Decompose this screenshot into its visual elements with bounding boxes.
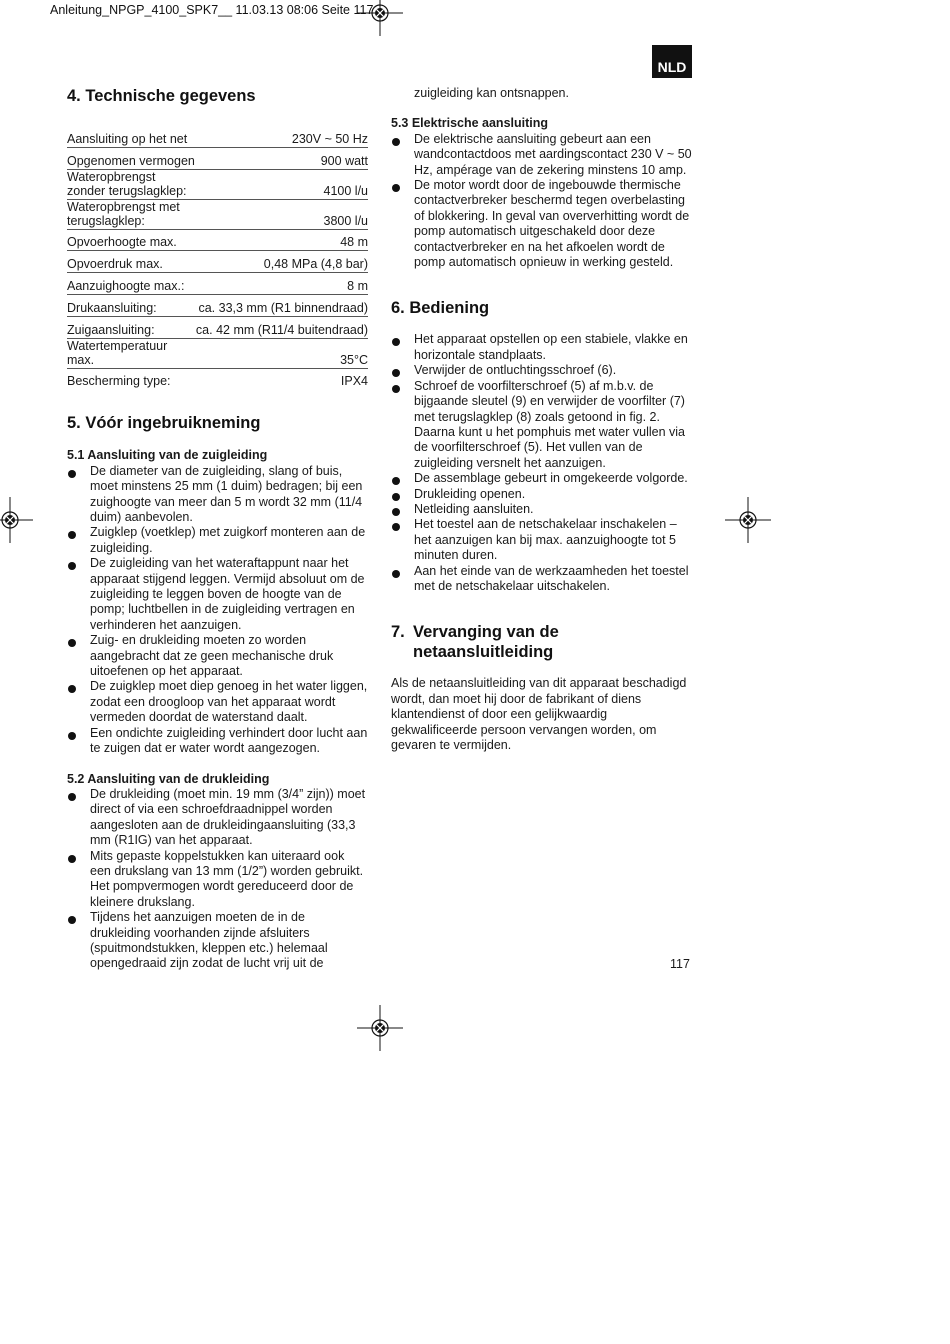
table-row <box>67 229 368 251</box>
table-row <box>67 338 368 368</box>
registration-mark-icon <box>0 497 33 543</box>
table-row <box>67 199 368 229</box>
list-item: De zuigleiding van het wateraftappunt naar het apparaat stijgend leggen. Vermijd absoluut om de zuigleiding te leggen boven de hoogte van de pomp; luchtbellen in de zuigleiding vertragen en verhinderen het aanzuigen. <box>67 556 368 633</box>
spec-value: 0,48 MPa (4,8 bar) <box>263 257 368 272</box>
registration-mark-icon <box>725 497 771 543</box>
spec-value: IPX4 <box>340 374 368 389</box>
table-row <box>67 169 368 199</box>
spec-value: ca. 33,3 mm (R1 binnendraad) <box>198 300 368 315</box>
table-row <box>67 251 368 273</box>
left-column <box>67 86 368 972</box>
technical-data-table <box>67 126 368 389</box>
print-file-header: Anleitung_NPGP_4100_SPK7__ 11.03.13 08:06 Seite 117 <box>50 3 374 17</box>
spec-label: Drukaansluiting: <box>67 300 157 315</box>
spec-value: 35°C <box>340 352 368 367</box>
list-item: Drukleiding openen. <box>391 487 693 502</box>
spec-label: Aansluiting op het net <box>67 131 188 146</box>
section-7-title-line-1: Vervanging van de <box>413 623 559 642</box>
operation-list <box>391 332 693 594</box>
table-row <box>67 273 368 295</box>
list-item: Aan het einde van de werkzaamheden het toestel met de netschakelaar uitschakelen. <box>391 564 693 595</box>
list-item: Netleiding aansluiten. <box>391 502 693 517</box>
list-item: Het apparaat opstellen op een stabiele, vlakke en horizontale standplaats. <box>391 332 693 363</box>
spec-value: ca. 42 mm (R11/4 buitendraad) <box>195 322 368 337</box>
table-row <box>67 368 368 389</box>
table-row <box>67 147 368 169</box>
suction-line-list <box>67 464 368 757</box>
spec-label: Watertemperatuur max. <box>67 338 168 367</box>
spec-label: Opvoerhoogte max. <box>67 235 177 250</box>
subsection-5-1-heading: 5.1 Aansluiting van de zuigleiding <box>67 448 268 463</box>
spec-label: Opgenomen vermogen <box>67 153 195 168</box>
list-item: De assemblage gebeurt in omgekeerde volgorde. <box>391 471 693 486</box>
spec-value: 48 m <box>340 235 368 250</box>
list-item: Mits gepaste koppelstukken kan uiteraard ook een drukslang van 13 mm (1/2”) worden gebruikt. Het pompvermogen wordt gereduceerd door de kleinere drukslang. <box>67 849 368 911</box>
section-7-number: 7. <box>391 623 405 642</box>
list-item: De elektrische aansluiting gebeurt aan een wandcontactdoos met aardingscontact 230 V ~ 50 Hz, ampérage van de zekering minstens 10 amp. <box>391 132 693 178</box>
section-7-paragraph: Als de netaansluitleiding van dit apparaat beschadigd wordt, dan moet hij door de fabrikant of diens klantendienst of door een gelijkwaardig gekwalificeerde persoon vervangen worden, om gevaren te vermijden. <box>391 676 687 752</box>
registration-mark-icon <box>357 0 403 36</box>
right-column <box>391 86 693 753</box>
section-4-heading: 4. Technische gegevens <box>67 87 256 105</box>
page-number: 117 <box>670 957 690 971</box>
subsection-5-3-heading: 5.3 Elektrische aansluiting <box>391 116 549 131</box>
spec-label: Opvoerdruk max. <box>67 257 163 272</box>
list-item: De zuigklep moet diep genoeg in het water liggen, zodat een droogloop van het apparaat wordt vermeden doordat de waterstand daalt. <box>67 679 368 725</box>
list-item: Een ondichte zuigleiding verhindert door lucht aan te zuigen dat er water wordt aangezogen. <box>67 726 368 757</box>
spec-value: 230V ~ 50 Hz <box>291 131 368 146</box>
table-row <box>67 294 368 316</box>
list-item: Verwijder de ontluchtingsschroef (6). <box>391 363 693 378</box>
section-7-heading <box>391 622 693 662</box>
pressure-line-list <box>67 787 368 972</box>
section-7-title <box>413 622 559 662</box>
subsection-5-2-heading: 5.2 Aansluiting van de drukleiding <box>67 771 270 786</box>
spec-value: 3800 l/u <box>323 213 368 228</box>
list-item: Het toestel aan de netschakelaar inschakelen – het aanzuigen kan bij max. aanzuighoogte tot 5 minuten duren. <box>391 517 693 563</box>
table-row <box>67 316 368 338</box>
spec-label: Wateropbrengst zonder terugslagklep: <box>67 169 187 198</box>
registration-mark-icon <box>357 1005 403 1051</box>
spec-label: Aanzuighoogte max.: <box>67 278 185 293</box>
list-item: De diameter van de zuigleiding, slang of buis, moet minstens 25 mm (1 duim) bedragen; bij een zuighoogte van meer dan 5 m wordt 32 mm (11/4 duim) aanbevolen. <box>67 464 368 526</box>
section-5-heading: 5. Vóór ingebruikneming <box>67 414 261 433</box>
list-item: De motor wordt door de ingebouwde thermische contactverbreker beschermd tegen overbelasting of blokkering. In geval van oververhitting wordt de pomp automatisch uitgeschakeld door deze contactverbreker en na het afkoelen wordt de pomp automatisch opnieuw in werking gesteld. <box>391 178 693 270</box>
list-item: Zuigklep (voetklep) met zuigkorf monteren aan de zuigleiding. <box>67 525 368 556</box>
list-item: Zuig- en drukleiding moeten zo worden aangebracht dat ze geen mechanische druk uitoefenen op het apparaat. <box>67 633 368 679</box>
list-item: Tijdens het aanzuigen moeten de in de drukleiding voorhanden zijnde afsluiters (spuitmondstukken, kleppen etc.) helemaal opengedraaid zijn zodat de lucht vrij uit de <box>67 910 368 972</box>
spec-value: 8 m <box>347 278 368 293</box>
table-row <box>67 126 368 147</box>
section-7-title-line-2: netaansluitleiding <box>413 643 554 662</box>
spec-value: 4100 l/u <box>323 183 368 198</box>
electrical-connection-list <box>391 132 693 271</box>
spec-value: 900 watt <box>320 153 368 168</box>
list-item: De drukleiding (moet min. 19 mm (3/4” zijn)) moet direct of via een schroefdraadnippel worden aangesloten aan de drukleidingaansluiting (33,3 mm (R1IG) van het apparaat. <box>67 787 368 849</box>
section-6-heading: 6. Bediening <box>391 299 490 318</box>
spec-label: Zuigaansluiting: <box>67 322 155 337</box>
spec-label: Bescherming type: <box>67 374 171 389</box>
language-badge: NLD <box>652 45 692 78</box>
list-item: Schroef de voorfilterschroef (5) af m.b.v. de bijgaande sleutel (9) en verwijder de voorfilter (7) met terugslagklep (8) zoals getoond in fig. 2. Daarna kunt u het pomphuis met water vullen via de voorfilterschroef (5). Het vullen van de zuigleiding versnelt het aanzuigen. <box>391 379 693 471</box>
spec-label: Wateropbrengst met terugslagklep: <box>67 199 180 228</box>
continued-text: zuigleiding kan ontsnappen. <box>414 86 569 100</box>
